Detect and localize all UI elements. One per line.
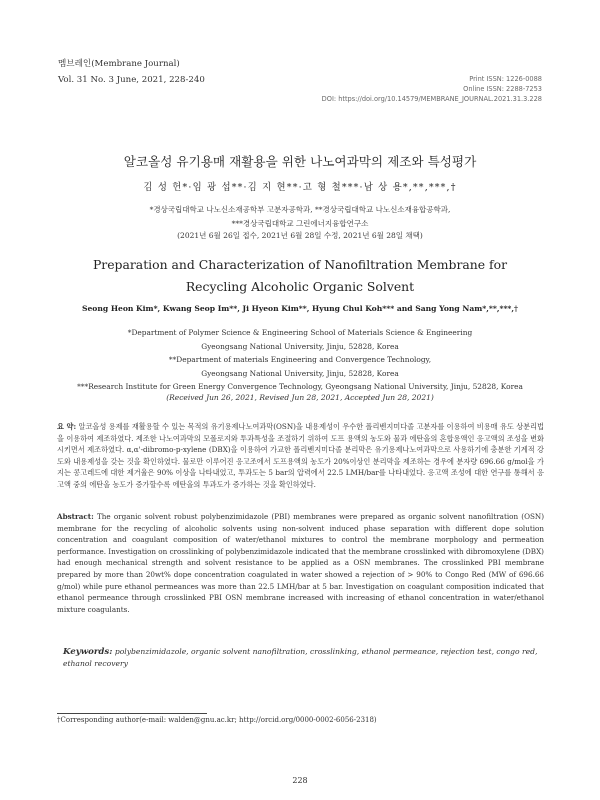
english-title-line: Preparation and Characterization of Nanofiltration Membrane for bbox=[92, 257, 508, 272]
print-issn: Print ISSN: 1226-0088 bbox=[469, 75, 542, 83]
footnote-divider bbox=[57, 713, 207, 714]
volume-line: Vol. 31 No. 3 June, 2021, 228-240 bbox=[58, 75, 205, 85]
english-title-line: Recycling Alcoholic Organic Solvent bbox=[185, 279, 415, 294]
corresponding-author-footnote: †Corresponding author(e-mail: walden@gnu.ac.kr; http://orcid.org/0000-0002-6056-2318) bbox=[57, 716, 377, 724]
english-affiliation-line: ***Research Institute for Green Energy Convergence Technology, Gyeongsang National University, Jinju, 52828, Korea bbox=[77, 382, 523, 391]
journal-header bbox=[58, 56, 205, 88]
issn-block bbox=[322, 74, 542, 104]
english-abstract-label: Abstract: bbox=[57, 512, 94, 521]
english-affiliations bbox=[0, 326, 600, 394]
korean-affiliation-line: *경상국립대학교 나노신소재공학부 고분자공학과, **경상국립대학교 나노신소재융합공학과, bbox=[149, 205, 451, 214]
keywords bbox=[63, 646, 543, 669]
english-affiliation-line: *Department of Polymer Science & Engineering School of Materials Science & Engineering bbox=[127, 328, 473, 337]
korean-dates: (2021년 6월 26일 접수, 2021년 6월 28일 수정, 2021년 6월 28일 채택) bbox=[177, 231, 423, 240]
english-authors: Seong Heon Kim*, Kwang Seop Im**, Ji Hyeon Kim**, Hyung Chul Koh*** and Sang Yong Nam*,**,***,† bbox=[81, 304, 519, 313]
korean-abstract-text: 알코올성 용제를 재활용할 수 있는 목적의 유기용제나노여과막(OSN)을 내용제성이 우수한 폴리벤지미다졸 고분자를 이용하여 비용매 유도 상분리법을 이용하여 제조하였다. 제조한 나노여과막의 모폴로지와 투과특성을 조절하기 위하여 도프 용액의 농도와 물과 에탄올의 혼합용액인 응고액의 조성을 변화시키면서 제조하였다. α,α'-dibromo-p-xylene (DBX)을 이용하여 가교한 폴리벤지미다졸 분리막은 유기용제나노여과막으로 사용하기에 충분한 기계적 강도와 내용제성을 갖는 것을 확인하였다. 물로만 이루어진 응고조에서 도프용액의 농도가 20%이상인 분리막을 제조하는 경우에 분자량 696.66 g/mol을 가지는 콩고레드에 대한 제거율은 90% 이상을 나타내었고, 투과도는 5 bar의 압력에서 22.5 LMH/bar를 나타내었다. 응고액 조성에 대한 연구를 통해서 응고액 중의 에탄올 농도가 증가할수록 에탄올의 투과도가 증가하는 것을 확인하였다. bbox=[57, 422, 544, 489]
doi-link[interactable]: DOI: https://doi.org/10.14579/MEMBRANE_JOURNAL.2021.31.3.228 bbox=[321, 95, 542, 103]
english-dates: (Received Jun 26, 2021, Revised Jun 28, 2021, Accepted Jun 28, 2021) bbox=[166, 393, 434, 402]
korean-abstract bbox=[57, 421, 544, 491]
korean-affiliations bbox=[0, 203, 600, 230]
keywords-label: Keywords: bbox=[63, 647, 113, 657]
english-title bbox=[0, 254, 600, 298]
page-number: 228 bbox=[292, 776, 308, 785]
online-issn: Online ISSN: 2288-7253 bbox=[463, 85, 542, 93]
english-affiliation-line: Gyeongsang National University, Jinju, 52828, Korea bbox=[201, 368, 399, 378]
english-affiliation-line: **Department of materials Engineering and Convergence Technology, bbox=[168, 355, 432, 364]
korean-title: 알코올성 유기용매 재활용을 위한 나노여과막의 제조와 특성평가 bbox=[123, 154, 477, 169]
english-affiliation-line: Gyeongsang National University, Jinju, 52828, Korea bbox=[201, 341, 399, 351]
journal-name: 멤브레인(Membrane Journal) bbox=[58, 59, 180, 69]
korean-affiliation-line: ***경상국립대학교 그린에너지융합연구소 bbox=[231, 218, 369, 228]
english-abstract-text: The organic solvent robust polybenzimidazole (PBI) membranes were prepared as organic solvent nanofiltration (OSN) membrane for the recycling of alcoholic solvents using non-solvent induced phase separation with different dope solution concentration and coagulant composition of water/ethanol mixtures to control the membrane morphology and permeation performance. Investigation on crosslinking of polybenzimidazole indicated that the membrane crosslinked with dibromoxylene (DBX) had enough mechanical strength and solvent resistance to be applied as a OSN membranes. The crosslinked PBI membrane prepared by more than 20wt% dope concentration coagulated in water showed a rejection of > 90% to Congo Red (MW of 696.66 g/mol) while pure ethanol permeances was more than 22.5 LMH/bar at 5 bar. Investigation on coagulant composition indicated that ethanol permeance through crosslinked PBI OSN membrane increased with increasing of ethanol concentration in water/ethanol mixture coagulants. bbox=[57, 512, 544, 614]
keywords-text: polybenzimidazole, organic solvent nanofiltration, crosslinking, ethanol permeance, rejection test, congo red, ethanol recovery bbox=[63, 647, 538, 668]
korean-authors: 김 성 헌*·임 광 섭**·김 지 현**·고 형 철***·남 상 용*,**,***,† bbox=[143, 182, 457, 193]
english-abstract bbox=[57, 511, 544, 615]
korean-abstract-label: 요 약: bbox=[57, 422, 77, 431]
